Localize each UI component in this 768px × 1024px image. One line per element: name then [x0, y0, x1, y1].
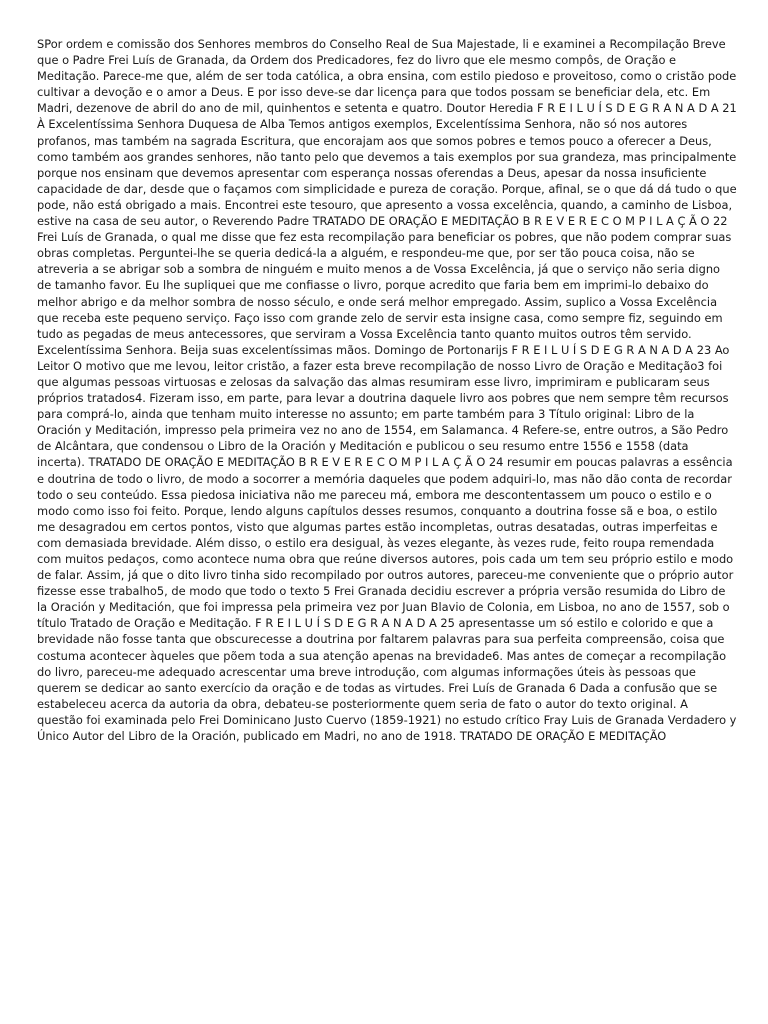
document-body-text: SPor ordem e comissão dos Senhores membros do Conselho Real de Sua Majestade, li e examinei a Recompilação Breve que o Padre Frei Luís de Granada, da Ordem dos Predicadores, fez do livro que ele mesmo compôs, de Oração e Meditação. Parece-me que, além de ser toda católica, a obra ensina, com estilo piedoso e proveitoso, como o cristão pode cultivar a devoção e o amor a Deus. E por isso deve-se dar licença para que todos possam se beneficiar dela, etc. Em Madri, dezenove de abril do ano de mil, quinhentos e setenta e quatro. Doutor Heredia F R E I L U Í S D E G R A N A D A 21 À Excelentíssima Senhora Duquesa de Alba Temos antigos exemplos, Excelentíssima Senhora, não só nos autores profanos, mas também na sagrada Escritura, que encorajam aos que somos pobres e temos pouco a oferecer a Deus, como também aos grandes senhores, não tanto pelo que devemos a tais exemplos por sua grandeza, mas principalmente porque nos ensinam que devemos apresentar com esperança nossas oferendas a Deus, apesar da nossa insuficiente capacidade de dar, desde que o façamos com simplicidade e pureza de coração. Porque, afinal, se o que dá dá tudo o que pode, não está obrigado a mais. Encontrei este tesouro, que apresento a vossa excelência, quando, a caminho de Lisboa, estive na casa de seu autor, o Reverendo Padre TRATADO DE ORAÇÃO E MEDITAÇÃO B R E V E R E C O M P I L A Ç Ã O 22 Frei Luís de Granada, o qual me disse que fez esta recompilação para beneficiar os pobres, que não podem comprar suas obras completas. Perguntei-lhe se queria dedicá-la a alguém, e respondeu-me que, por ser tão pouca coisa, não se atreveria a se abrigar sob a sombra de ninguém e muito menos a de Vossa Excelência, já que o serviço não seria digno de tamanho favor. Eu lhe supliquei que me confiasse o livro, porque acredito que faria bem em imprimi-lo debaixo do melhor abrigo e da melhor sombra de nosso século, e onde será melhor empregado. Assim, suplico a Vossa Excelência que receba este pequeno serviço. Faço isso com grande zelo de servir esta insigne casa, como sempre fiz, seguindo em tudo as pegadas de meus antecessores, que serviram a Vossa Excelência tanto quanto muitos outros têm servido. Excelentíssima Senhora. Beija suas excelentíssimas mãos. Domingo de Portonarijs F R E I L U Í S D E G R A N A D A 23 Ao Leitor O motivo que me levou, leitor cristão, a fazer esta breve recompilação de nosso Livro de Oração e Meditação3 foi que algumas pessoas virtuosas e zelosas da salvação das almas resumiram esse livro, imprimiram e publicaram seus próprios tratados4. Fizeram isso, em parte, para levar a doutrina daquele livro aos pobres que nem sempre têm recursos para comprá-lo, ainda que tenham muito interesse no assunto; em parte também para 3 Título original: Libro de la Oración y Meditación, impresso pela primeira vez no ano de 1554, em Salamanca. 4 Refere-se, entre outros, a São Pedro de Alcântara, que condensou o Libro de la Oración y Meditación e publicou o seu resumo entre 1556 e 1558 (data incerta). TRATADO DE ORAÇÃO E MEDITAÇÃO B R E V E R E C O M P I L A Ç Ã O 24 resumir em poucas palavras a essência e doutrina de todo o livro, de modo a socorrer a memória daqueles que podem adquiri-lo, mas não dão conta de recordar todo o seu conteúdo. Essa piedosa iniciativa não me pareceu má, embora me descontentassem um pouco o estilo e o modo como isso foi feito. Porque, lendo alguns capítulos desses resumos, conquanto a doutrina fosse sã e boa, o estilo me desagradou em certos pontos, visto que algumas partes estão incompletas, outras desatadas, outras imperfeitas e com demasiada brevidade. Além disso, o estilo era desigual, às vezes elegante, às vezes rude, feito roupa remendada com muitos pedaços, como acontece numa obra que reúne diversos autores, pois cada um tem seu próprio estilo e modo de falar. Assim, já que o dito livro tinha sido recompilado por outros autores, pareceu-me conveniente que o próprio autor fizesse esse trabalho5, de modo que todo o texto 5 Frei Granada decidiu escrever a própria versão resumida do Libro de la Oración y Meditación, que foi impressa pela primeira vez por Juan Blavio de Colonia, em Lisboa, no ano de 1557, sob o título Tratado de Oração e Meditação. F R E I L U Í S D E G R A N A D A 25 apresentasse um só estilo e colorido e que a brevidade não fosse tanta que obscurecesse a doutrina por faltarem palavras para sua perfeita compreensão, coisa que costuma acontecer àqueles que põem toda a sua atenção apenas na brevidade6. Mas antes de começar a recompilação do livro, pareceu-me adequado acrescentar uma breve introdução, com algumas informações úteis às pessoas que querem se dedicar ao santo exercício da oração e de todas as virtudes. Frei Luís de Granada 6 Dada a confusão que se estabeleceu acerca da autoria da obra, debateu-se posteriormente quem seria de fato o autor do texto original. A questão foi examinada pelo Frei Dominicano Justo Cuervo (1859-1921) no estudo crítico Fray Luis de Granada Verdadero y Único Autor del Libro de la Oración, publicado em Madri, no ano de 1918. TRATADO DE ORAÇÃO E MEDITAÇÃO: [37, 37, 737, 744]
document-page: [37, 36, 737, 996]
